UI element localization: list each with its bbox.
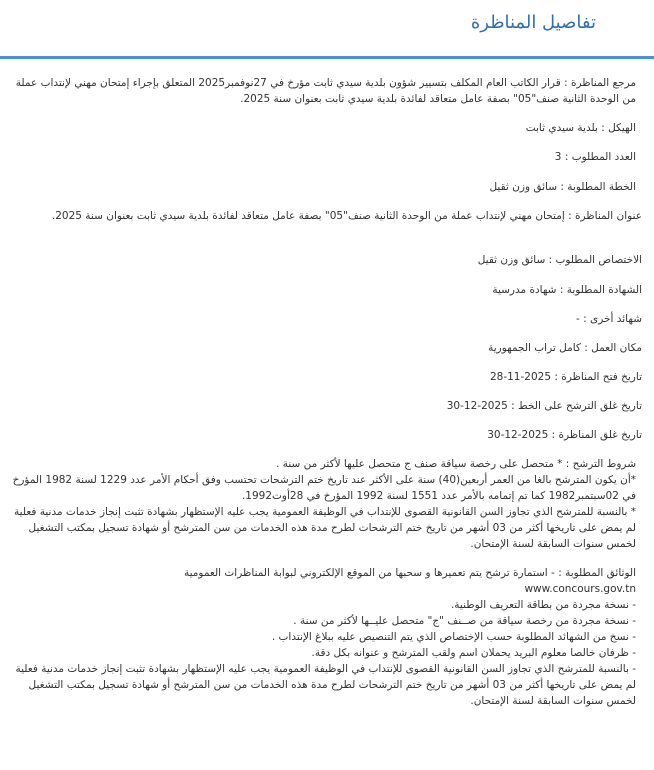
structure-value: بلدية سيدي ثابت: [525, 122, 598, 134]
exam-title-value: إمتحان مهني لإنتداب عملة من الوحدة الثانية صنف"05" بصفة عامل متعاقد لفائدة بلدية سيدي ثابت بعنوان سنة 2025.: [51, 210, 565, 222]
close-date-field: [12, 427, 642, 443]
workplace-field: [12, 340, 642, 356]
conditions-label: شروط الترشح :: [565, 458, 636, 470]
documents-label: الوثائق المطلوبة :: [558, 567, 636, 579]
workplace-value: كامل تراب الجمهورية: [488, 342, 581, 354]
open-date-label: تاريخ فتح المناظرة :: [554, 371, 642, 383]
documents-intro: - استمارة ترشح يتم تعميرها و سحبها من الموقع الإلكتروني لبوابة المناظرات العمومية: [183, 567, 555, 579]
number-value: 3: [554, 151, 562, 163]
specialty-label: الاختصاص المطلوب :: [548, 254, 642, 266]
plan-field: [12, 179, 636, 195]
diploma-label: الشهادة المطلوبة :: [559, 284, 642, 296]
documents-field: [12, 565, 636, 709]
plan-label: الخطة المطلوبة :: [560, 181, 636, 193]
other-diplomas-label: شهائد أخرى :: [583, 313, 642, 325]
documents-list: - نسخة مجردة من بطاقة التعريف الوطنية. - نسخة مجردة من رخصة سياقة من صــنف "ج" متحصل عليــها لأكثر من سنة . - نسخ من الشهائد المطلوبة حسب الإختصاص الذي يتم التنصيص عليه ببلاغ الإنتداب . - ظرفان خالصا معلوم البريد يحملان اسم ولقب المترشح و عنوانه بكل دقة. - بالنسبة للمترشح الذي تجاوز السن القانونية القصوى للإنتداب في الوظيفة العمومية يجب عليه الإستظهار بشهادة تثبت إنجاز خدمات مدنية فعلية لم يمض على تاريخها أكثر من 03 أشهر من تاريخ ختم الترشحات لطرح مدة هذه الخدمات من سن المترشح أو شهادة تسجيل بمكتب التشغيل لخمس سنوات السابقة لسنة الإمتحان.: [15, 599, 636, 707]
open-date-field: [12, 369, 642, 385]
reference-label: مرجع المناظرة :: [564, 77, 636, 89]
other-diplomas-value: -: [575, 313, 580, 325]
specialty-value: سائق وزن ثقيل: [477, 254, 546, 266]
exam-title-label: عنوان المناظرة :: [568, 210, 642, 222]
structure-field: [12, 120, 636, 136]
other-diplomas-field: [12, 311, 642, 327]
page-header: [0, 0, 654, 59]
number-field: [12, 149, 636, 165]
documents-url: www.concours.gov.tn: [524, 583, 636, 595]
exam-details: [0, 59, 654, 709]
workplace-label: مكان العمل :: [584, 342, 642, 354]
conditions-field: [12, 456, 636, 552]
close-date-value: 2025-12-30: [487, 429, 549, 441]
number-label: العدد المطلوب :: [564, 151, 636, 163]
online-close-date-field: [12, 398, 642, 414]
exam-title-field: [12, 208, 642, 224]
online-close-date-value: 2025-12-30: [446, 400, 508, 412]
reference-field: [12, 75, 636, 107]
online-close-date-label: تاريخ غلق الترشح على الخط :: [511, 400, 642, 412]
structure-label: الهيكل :: [601, 122, 636, 134]
close-date-label: تاريخ غلق المناظرة :: [551, 429, 642, 441]
reference-value: قرار الكاتب العام المكلف بتسيير شؤون بلدية سيدي ثابت مؤرخ في 27نوفمبر2025 المتعلق بإجراء إمتحان مهني لإنتداب عملة من الوحدة الثانية صنف"05" بصفة عامل متعاقد لفائدة بلدية سيدي ثابت بعنوان سنة 2025.: [15, 77, 636, 105]
conditions-value: * متحصل على رخصة سياقة صنف ج متحصل عليها لأكثر من سنة . *أن يكون المترشح بالغا من العمر أربعين(40) سنة على الأكثر عند تاريخ ختم الترشحات تحتسب وفق أحكام الأمر عدد 1229 لسنة 1982 المؤرخ في 02سبتمبر1982 كما تم إتمامه بالأمر عدد 1551 لسنة 1992 المؤرخ في 28أوت1992. * بالنسبة للمترشح الذي تجاوز السن القانونية القصوى للإنتداب في الوظيفة العمومية يجب عليه الإستظهار بشهادة تثبت إنجاز خدمات مدنية فعلية لم يمض على تاريخها أكثر من 03 أشهر من تاريخ ختم الترشحات لطرح مدة هذه الخدمات من سن المترشح أو شهادة تسجيل بمكتب التشغيل لخمس سنوات السابقة لسنة الإمتحان.: [12, 458, 636, 550]
diploma-value: شهادة مدرسية: [492, 284, 557, 296]
open-date-value: 2025-11-28: [489, 371, 552, 383]
specialty-field: [12, 252, 642, 268]
plan-value: سائق وزن ثقيل: [489, 181, 558, 193]
diploma-field: [12, 282, 642, 298]
page-title: تفاصيل المناظرة: [470, 12, 596, 33]
